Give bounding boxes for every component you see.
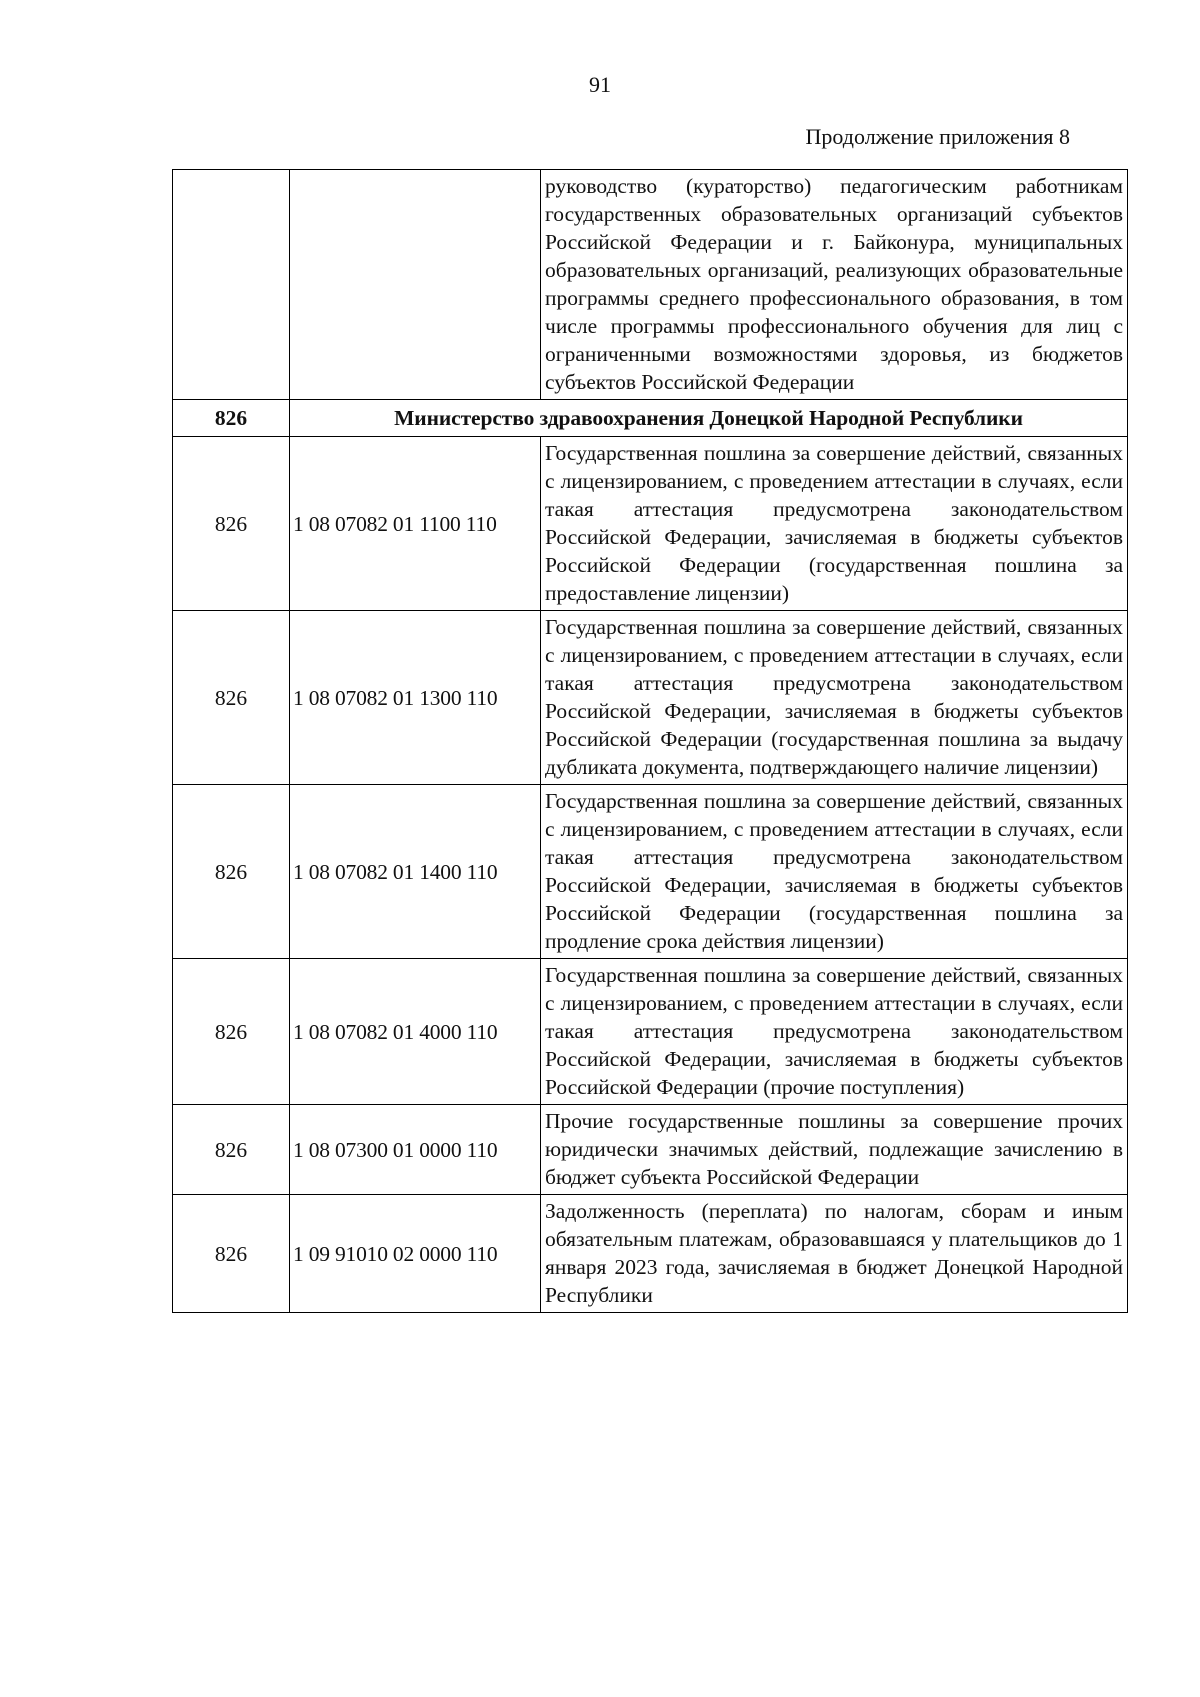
- page-number: 91: [589, 72, 611, 97]
- description-cell: Государственная пошлина за совершение действий, связанных с лицензированием, с проведением аттестации в случаях, если такая аттестация предусмотрена законодательством Российской Федерации, зачисляемая в бюджеты субъектов Российской Федерации (государственная пошлина за предоставление лицензии): [541, 437, 1128, 611]
- table-row: [173, 1105, 1128, 1195]
- appendix-note: Продолжение приложения 8: [805, 124, 1070, 149]
- kbk-code-cell: 1 08 07082 01 4000 110: [290, 959, 541, 1105]
- admin-code-cell: 826: [173, 437, 290, 611]
- table-row: [173, 959, 1128, 1105]
- revenue-classification-table: [172, 169, 1128, 1313]
- section-header-row: [173, 400, 1128, 437]
- kbk-code-cell: 1 08 07082 01 1100 110: [290, 437, 541, 611]
- admin-code-cell: 826: [173, 959, 290, 1105]
- description-cell: Государственная пошлина за совершение действий, связанных с лицензированием, с проведением аттестации в случаях, если такая аттестация предусмотрена законодательством Российской Федерации, зачисляемая в бюджеты субъектов Российской Федерации (прочие поступления): [541, 959, 1128, 1105]
- table-row: [173, 1195, 1128, 1313]
- table-row: [173, 437, 1128, 611]
- admin-code-cell: 826: [173, 1195, 290, 1313]
- section-code: 826: [173, 400, 290, 437]
- kbk-code-cell: 1 09 91010 02 0000 110: [290, 1195, 541, 1313]
- section-title: Министерство здравоохранения Донецкой Народной Республики: [290, 400, 1128, 437]
- admin-code-cell: 826: [173, 785, 290, 959]
- description-cell: Прочие государственные пошлины за совершение прочих юридически значимых действий, подлежащие зачислению в бюджет субъекта Российской Федерации: [541, 1105, 1128, 1195]
- admin-code-cell: 826: [173, 611, 290, 785]
- kbk-code-cell: 1 08 07082 01 1300 110: [290, 611, 541, 785]
- table-row: [173, 611, 1128, 785]
- kbk-code-cell: [290, 170, 541, 400]
- description-cell: Государственная пошлина за совершение действий, связанных с лицензированием, с проведением аттестации в случаях, если такая аттестация предусмотрена законодательством Российской Федерации, зачисляемая в бюджеты субъектов Российской Федерации (государственная пошлина за выдачу дубликата документа, подтверждающего наличие лицензии): [541, 611, 1128, 785]
- description-cell: Задолженность (переплата) по налогам, сборам и иным обязательным платежам, образовавшаяся у плательщиков до 1 января 2023 года, зачисляемая в бюджет Донецкой Народной Республики: [541, 1195, 1128, 1313]
- admin-code-cell: [173, 170, 290, 400]
- description-cell: Государственная пошлина за совершение действий, связанных с лицензированием, с проведением аттестации в случаях, если такая аттестация предусмотрена законодательством Российской Федерации, зачисляемая в бюджеты субъектов Российской Федерации (государственная пошлина за продление срока действия лицензии): [541, 785, 1128, 959]
- kbk-code-cell: 1 08 07300 01 0000 110: [290, 1105, 541, 1195]
- admin-code-cell: 826: [173, 1105, 290, 1195]
- description-cell: руководство (кураторство) педагогическим работникам государственных образовательных организаций субъектов Российской Федерации и г. Байконура, муниципальных образовательных организаций, реализующих образовательные программы среднего профессионального образования, в том числе программы профессионального обучения для лиц с ограниченными возможностями здоровья, из бюджетов субъектов Российской Федерации: [541, 170, 1128, 400]
- table-row: [173, 785, 1128, 959]
- table-row-continuation: [173, 170, 1128, 400]
- kbk-code-cell: 1 08 07082 01 1400 110: [290, 785, 541, 959]
